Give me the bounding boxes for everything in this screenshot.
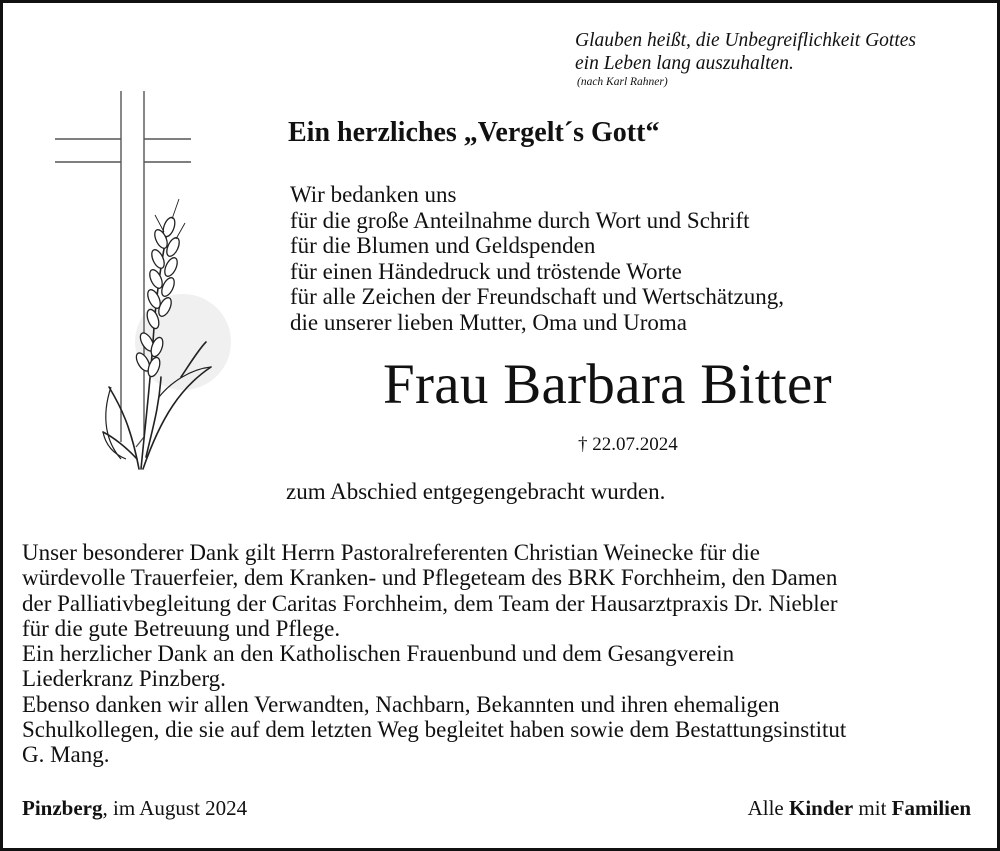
body-line: Ein herzlicher Dank an den Katholischen Frauenbund und dem Gesangverein [22, 641, 735, 667]
sign-mid: mit [853, 796, 892, 820]
place-date [22, 795, 247, 821]
thanks-line: für die Blumen und Geldspenden [290, 233, 596, 258]
cross-with-wheat-icon [51, 87, 241, 477]
deceased-name: Frau Barbara Bitter [383, 353, 832, 416]
thanks-line: für die große Anteilnahme durch Wort und Schrift [290, 207, 750, 233]
sign-kinder: Kinder [788, 796, 854, 820]
thanks-line: die unserer lieben Mutter, Oma und Uroma [290, 309, 687, 335]
body-line: Ebenso danken wir allen Verwandten, Nachbarn, Bekannten und ihren ehemaligen [22, 691, 780, 717]
quote-block [575, 29, 916, 89]
body-line: für die gute Betreuung und Pflege. [22, 615, 341, 641]
farewell-line: zum Abschied entgegengebracht wurden. [286, 479, 666, 504]
body-line: würdevolle Trauerfeier, dem Kranken- und Pflegeteam des BRK Forchheim, den Damen [22, 565, 838, 591]
body-line: Unser besonderer Dank gilt Herrn Pastoralreferenten Christian Weinecke für die [22, 540, 760, 565]
thanks-heading: Ein herzliches „Vergelt´s Gott“ [288, 117, 660, 148]
thanks-line: Wir bedanken uns [290, 182, 457, 207]
quote-line-1: Glauben heißt, die Unbegreiflichkeit Gottes [575, 30, 916, 51]
quote-line-2: ein Leben lang auszuhalten. [575, 53, 794, 74]
thanks-line: für einen Händedruck und tröstende Worte [290, 258, 682, 284]
sign-prefix: Alle [747, 796, 789, 820]
sign-familien: Familien [891, 796, 971, 820]
body-line: Schulkollegen, die sie auf dem letzten Weg begleitet haben sowie dem Bestattungsinstitut [22, 717, 847, 743]
quote-source: (nach Karl Rahner) [577, 76, 668, 88]
place-name: Pinzberg [22, 796, 103, 820]
thanks-line: für alle Zeichen der Freundschaft und Wertschätzung, [290, 284, 784, 309]
death-date: † 22.07.2024 [578, 434, 678, 455]
acknowledgement-text [22, 540, 846, 768]
body-line: G. Mang. [22, 742, 110, 768]
date-text: , im August 2024 [102, 796, 248, 820]
thanks-list [290, 182, 784, 335]
body-line: der Palliativbegleitung der Caritas Forchheim, dem Team der Hausarztpraxis Dr. Niebler [22, 590, 838, 616]
signature [748, 795, 971, 821]
cross-vertical-right [136, 91, 144, 447]
body-line: Liederkranz Pinzberg. [22, 666, 226, 692]
